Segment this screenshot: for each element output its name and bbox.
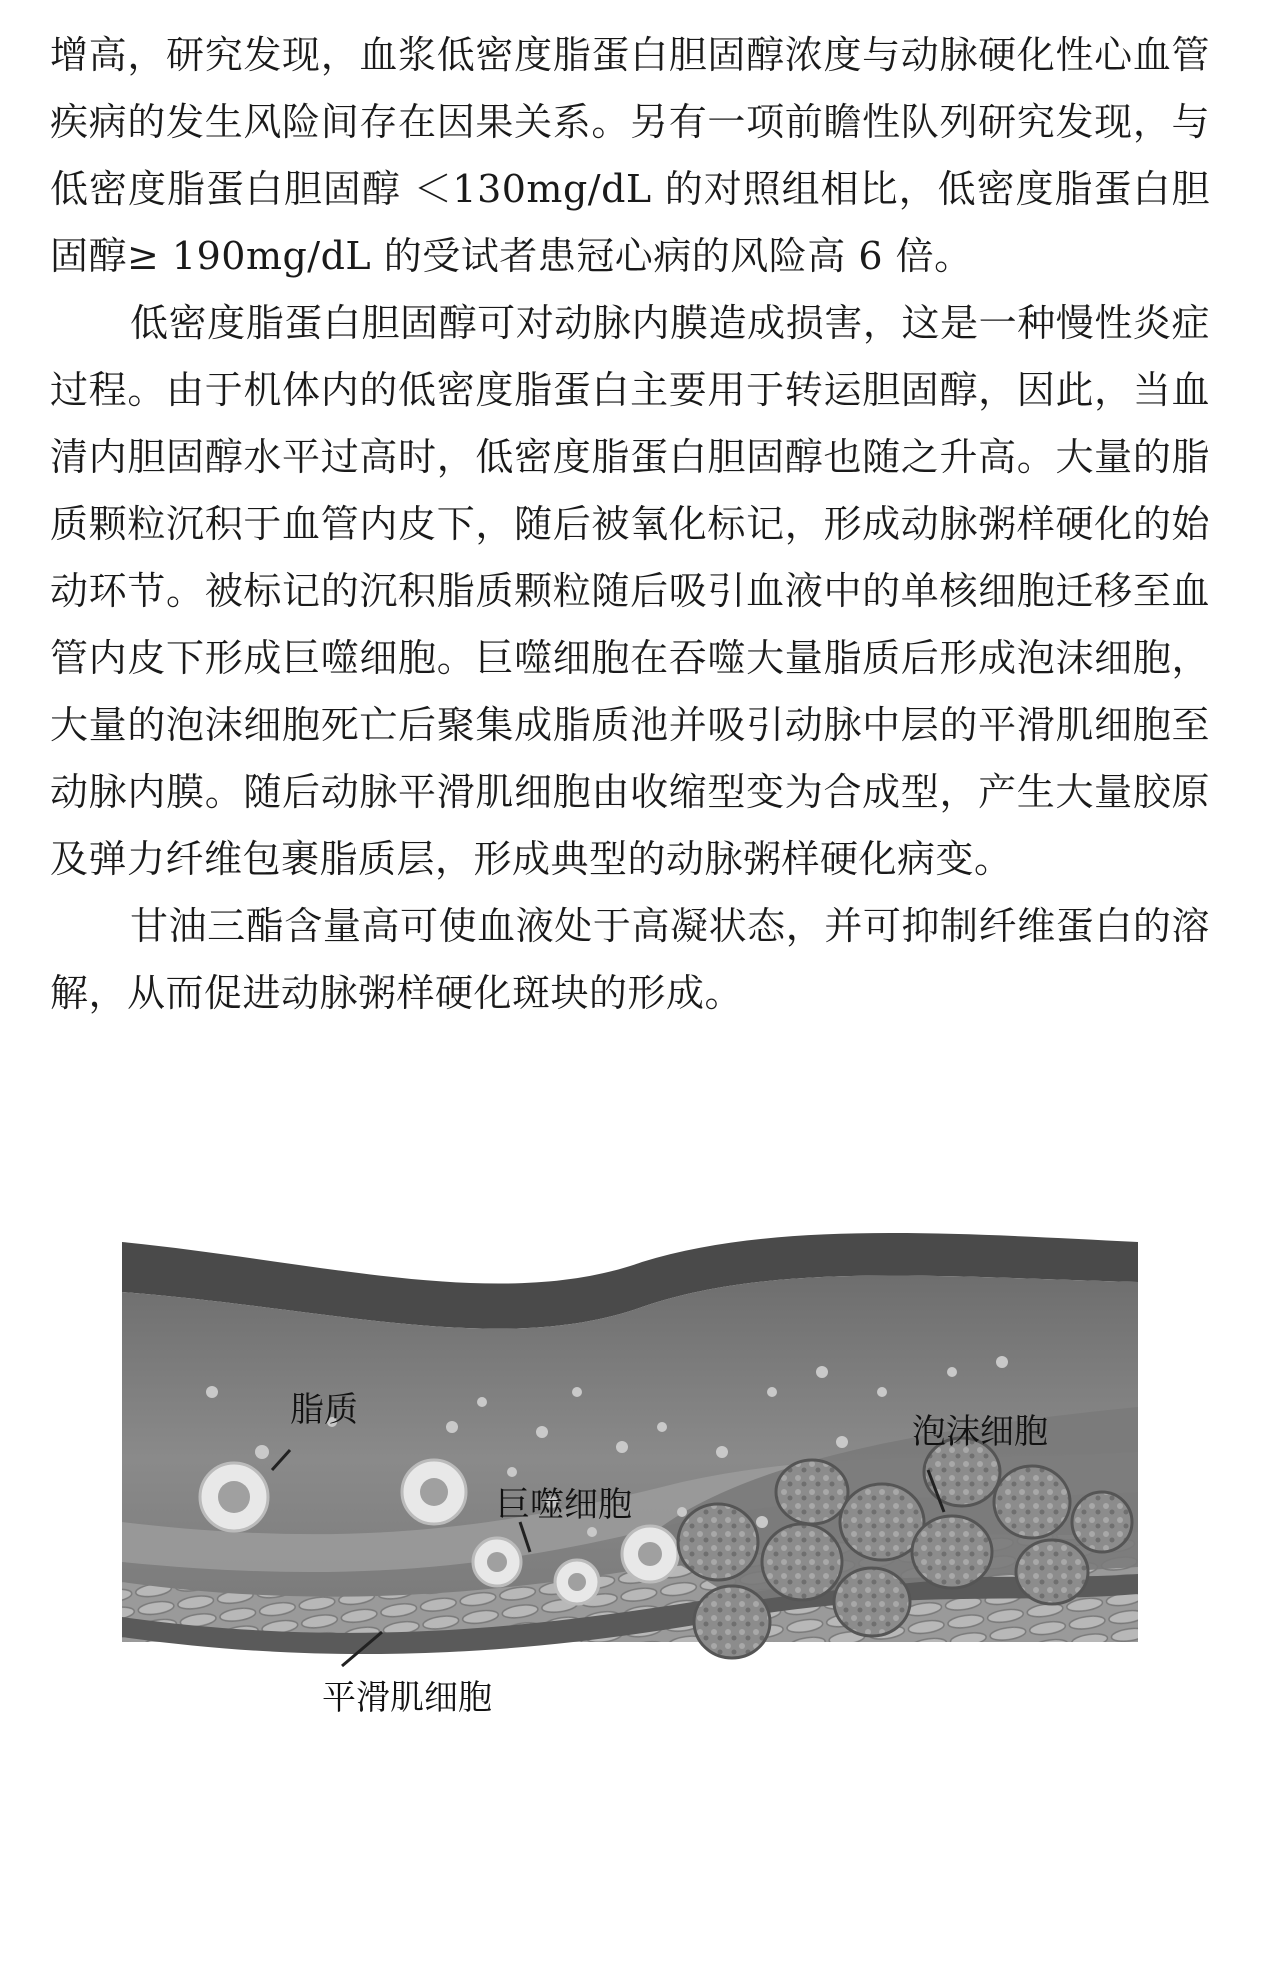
- artery-illustration: [122, 1222, 1138, 1742]
- paragraph-1: 增高，研究发现，血浆低密度脂蛋白胆固醇浓度与动脉硬化性心血管疾病的发生风险间存在因果关系。另有一项前瞻性队列研究发现，与低密度脂蛋白胆固醇 ＜130mg/dL 的对照组相比，低密度脂蛋白胆固醇≥ 190mg/dL 的受试者患冠心病的风险高 6 倍。: [50, 33, 1210, 278]
- label-macrophage: 巨噬细胞: [496, 1485, 632, 1525]
- paragraph-3: 甘油三酯含量高可使血液处于高凝状态，并可抑制纤维蛋白的溶解，从而促进动脉粥样硬化斑块的形成。: [50, 904, 1210, 1015]
- body-text: [50, 22, 1210, 1027]
- paragraph-2: 低密度脂蛋白胆固醇可对动脉内膜造成损害，这是一种慢性炎症过程。由于机体内的低密度脂蛋白主要用于转运胆固醇，因此，当血清内胆固醇水平过高时，低密度脂蛋白胆固醇也随之升高。大量的脂质颗粒沉积于血管内皮下，随后被氧化标记，形成动脉粥样硬化的始动环节。被标记的沉积脂质颗粒随后吸引血液中的单核细胞迁移至血管内皮下形成巨噬细胞。巨噬细胞在吞噬大量脂质后形成泡沫细胞，大量的泡沫细胞死亡后聚集成脂质池并吸引动脉中层的平滑肌细胞至动脉内膜。随后动脉平滑肌细胞由收缩型变为合成型，产生大量胶原及弹力纤维包裹脂质层，形成典型的动脉粥样硬化病变。: [50, 301, 1210, 881]
- label-lipid: 脂质: [290, 1390, 358, 1430]
- label-foam-cell: 泡沫细胞: [912, 1412, 1048, 1452]
- label-smooth-muscle: 平滑肌细胞: [322, 1678, 492, 1718]
